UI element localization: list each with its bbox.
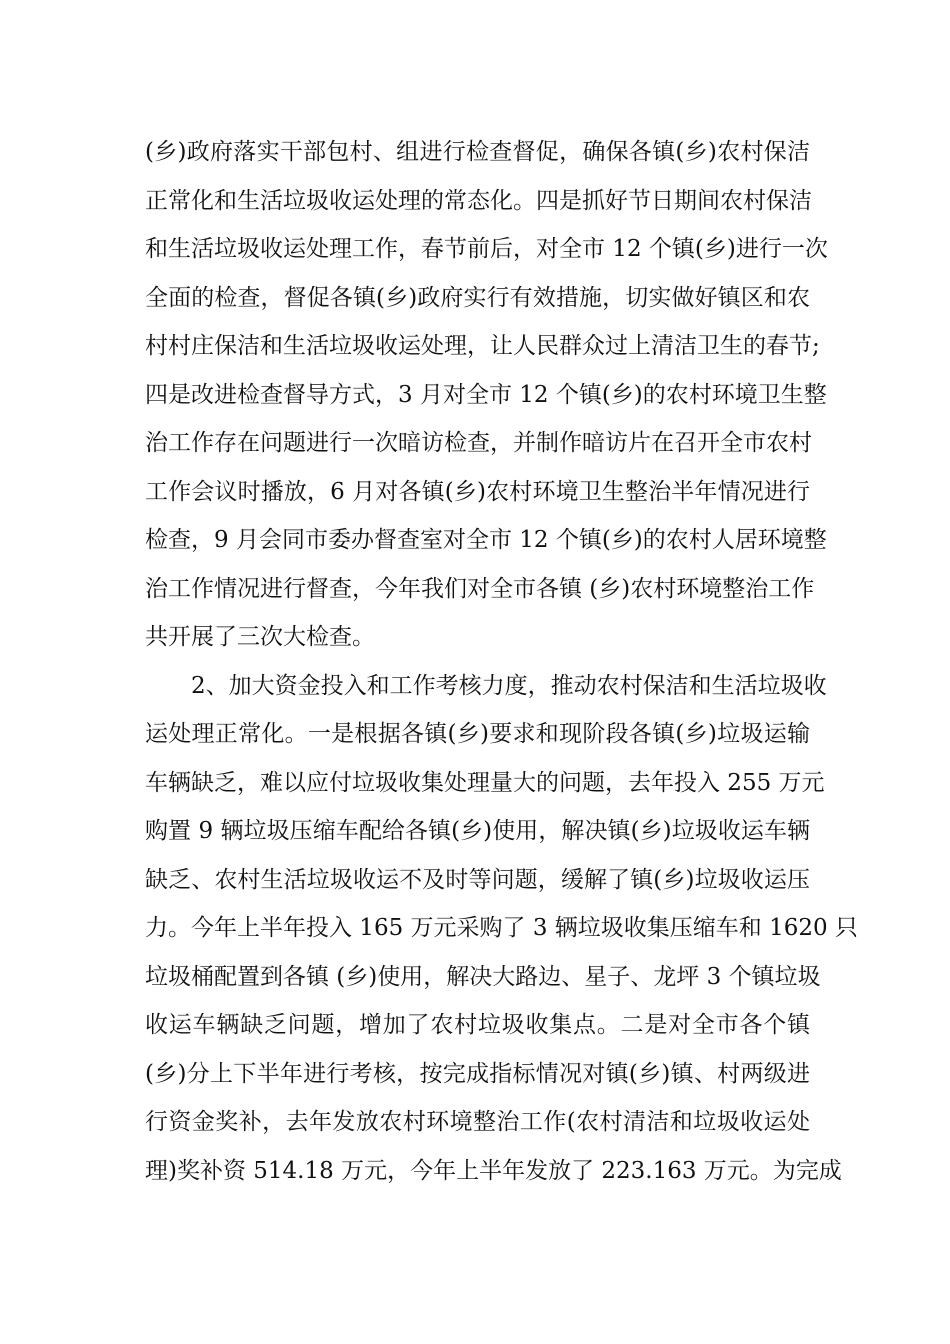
text-line: 缺乏、农村生活垃圾收运不及时等问题，缓解了镇(乡)垃圾收运压 xyxy=(145,866,810,893)
text-line: 检查，9 月会同市委办督查室对全市 12 个镇(乡)的农村人居环境整 xyxy=(145,527,827,553)
text-line: (乡)政府落实干部包村、组进行检查督促，确保各镇(乡)农村保洁 xyxy=(145,139,810,165)
text-line: (乡)分上下半年进行考核，按完成指标情况对镇(乡)镇、村两级进 xyxy=(145,1060,810,1087)
text-line: 共开展了三次大检查。 xyxy=(145,624,375,650)
text-line: 力。今年上半年投入 165 万元采购了 3 辆垃圾收集压缩车和 1620 只 xyxy=(145,915,858,941)
text-line: 购置 9 辆垃圾压缩车配给各镇(乡)使用，解决镇(乡)垃圾收运车辆 xyxy=(145,818,810,844)
text-line: 运处理正常化。一是根据各镇(乡)要求和现阶段各镇(乡)垃圾运输 xyxy=(145,721,810,747)
text-line: 理)奖补资 514.18 万元，今年上半年发放了 223.163 万元。为完成 xyxy=(145,1157,842,1184)
text-line: 治工作情况进行督查，今年我们对全市各镇 (乡)农村环境整治工作 xyxy=(145,575,815,602)
text-line: 四是改进检查督导方式，3 月对全市 12 个镇(乡)的农村环境卫生整 xyxy=(145,381,827,408)
text-line: 治工作存在问题进行一次暗访检查，并制作暗访片在召开全市农村 xyxy=(145,430,812,456)
paragraph-inspection xyxy=(145,128,828,662)
text-line: 垃圾桶配置到各镇 (乡)使用，解决大路边、星子、龙坪 3 个镇垃圾 xyxy=(145,963,821,990)
text-line: 行资金奖补，去年发放农村环境整治工作(农村清洁和垃圾收运处 xyxy=(145,1109,810,1135)
document-body xyxy=(145,128,858,1195)
text-line: 车辆缺乏，难以应付垃圾收集处理量大的问题，去年投入 255 万元 xyxy=(145,769,825,796)
text-line: 2、加大资金投入和工作考核力度，推动农村保洁和生活垃圾收 xyxy=(191,672,827,699)
text-line: 和生活垃圾收运处理工作，春节前后，对全市 12 个镇(乡)进行一次 xyxy=(145,236,828,262)
text-line: 收运车辆缺乏问题，增加了农村垃圾收集点。二是对全市各个镇 xyxy=(145,1012,810,1038)
text-line: 村村庄保洁和生活垃圾收运处理，让人民群众过上清洁卫生的春节; xyxy=(145,333,820,359)
text-line: 全面的检查，督促各镇(乡)政府实行有效措施，切实做好镇区和农 xyxy=(145,284,810,311)
text-line: 正常化和生活垃圾收运处理的常态化。四是抓好节日期间农村保洁 xyxy=(145,187,812,214)
text-line: 工作会议时播放，6 月对各镇(乡)农村环境卫生整治半年情况进行 xyxy=(145,478,810,505)
paragraph-funding xyxy=(145,662,858,1196)
